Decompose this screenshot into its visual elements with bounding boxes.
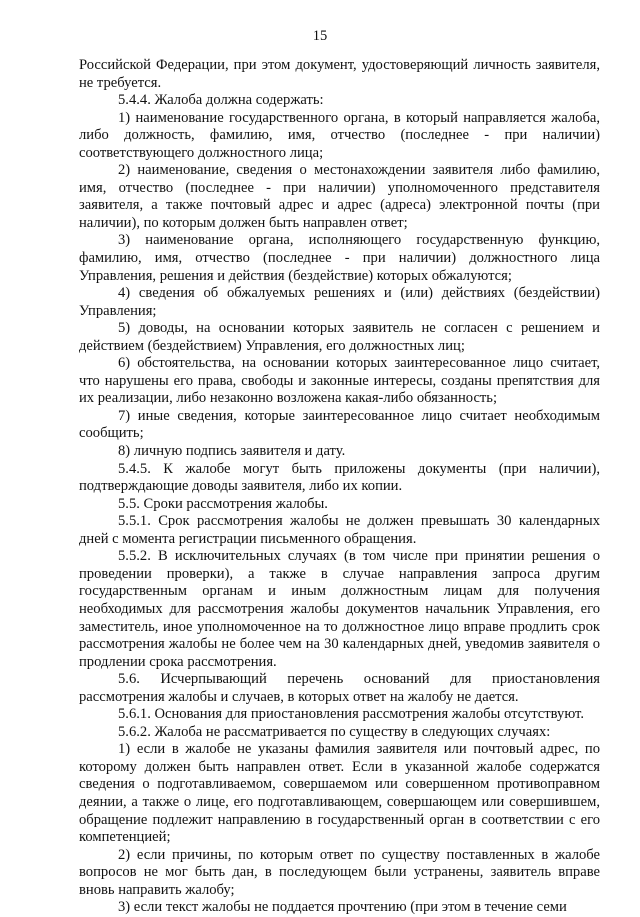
paragraph-5-4-5: 5.4.5. К жалобе могут быть приложены документы (при наличии), подтверждающие доводы заявителя, либо их копии. (79, 460, 600, 495)
section-5-5-heading: 5.5. Сроки рассмотрения жалобы. (118, 495, 328, 512)
list-item-7-other-info: 7) иные сведения, которые заинтересованное лицо считает необходимым сообщить; (79, 407, 600, 442)
list-item-4-decisions: 4) сведения об обжалуемых решениях и (или) действиях (бездействии) Управления; (79, 285, 600, 319)
list-item-1-body-name: 1) наименование государственного органа, в который направляется жалоба, либо должность, фамилию, имя, отчество (последнее - при наличии) соответствующего должностного лица; (79, 109, 600, 161)
case-item-1: 1) если в жалобе не указаны фамилия заявителя или почтовый адрес, по которому должен быть направлен ответ. Если в указанной жалобе содержатся сведения о подготавливаемом, совершаемом или совершенном противоправном деянии, а также о лице, его подготавливающем, совершающем или совершившем, обращение подлежит направлению в государственный орган в соответствии с его компетенцией; (79, 741, 600, 846)
list-item-5-arguments: 5) доводы, на основании которых заявитель не согласен с решением и действием (бездействием) Управления, его должностных лиц; (79, 320, 600, 354)
page-number: 15 (312, 28, 328, 44)
page-body (79, 57, 600, 917)
paragraph-5-6-1: 5.6.1. Основания для приостановления рассмотрения жалобы отсутствуют. (118, 706, 584, 723)
paragraph-5-6-2: 5.6.2. Жалоба не рассматривается по существу в следующих случаях: (118, 723, 551, 740)
list-item-6-circumstances: 6) обстоятельства, на основании которых заинтересованное лицо считает, что нарушены его права, свободы и законные интересы, созданы препятствия для их реализации, либо незаконно возложена какая-либо обязанность; (79, 355, 600, 407)
paragraph-5-5-2: 5.5.2. В исключительных случаях (в том числе при принятии решения о проведении проверки), а также в случае направления запроса другим государственным органам и иным должностным лицам для получения необходимых для рассмотрения жалобы документов начальник Управления, его заместитель, иное уполномоченное на то должностное лицо вправе продлить срок рассмотрения жалобы не более чем на 30 календарных дней, уведомив заявителя о продлении срока рассмотрения. (79, 548, 600, 670)
paragraph-5-5-1: 5.5.1. Срок рассмотрения жалобы не должен превышать 30 календарных дней с момента регистрации письменного обращения. (79, 513, 600, 547)
paragraph-5-4-4-heading: 5.4.4. Жалоба должна содержать: (118, 92, 324, 109)
list-item-8-signature: 8) личную подпись заявителя и дату. (118, 443, 346, 460)
list-item-3-organ-info: 3) наименование органа, исполняющего государственную функцию, фамилию, имя, отчество (последнее - при наличии) должностного лица Управления, решения и действия (бездействие) которых обжалуются; (79, 232, 600, 284)
list-item-2-applicant-info: 2) наименование, сведения о местонахождении заявителя либо фамилию, имя, отчество (последнее - при наличии) уполномоченного представителя заявителя, а также почтовый адрес и адрес (адреса) электронной почты (при наличии), по которым должен быть направлен ответ; (79, 162, 600, 231)
case-item-3: 3) если текст жалобы не поддается прочтению (при этом в течение семи (118, 899, 567, 916)
case-item-2: 2) если причины, по которым ответ по существу поставленных в жалобе вопросов не мог быть дан, в последующем были устранены, заявитель вправе вновь направить жалобу; (79, 846, 600, 898)
section-5-6-heading: 5.6. Исчерпывающий перечень оснований для приостановления рассмотрения жалобы и случаев, в которых ответ на жалобу не дается. (79, 671, 600, 705)
paragraph-continuation: Российской Федерации, при этом документ, удостоверяющий личность заявителя, не требуется. (79, 57, 600, 91)
